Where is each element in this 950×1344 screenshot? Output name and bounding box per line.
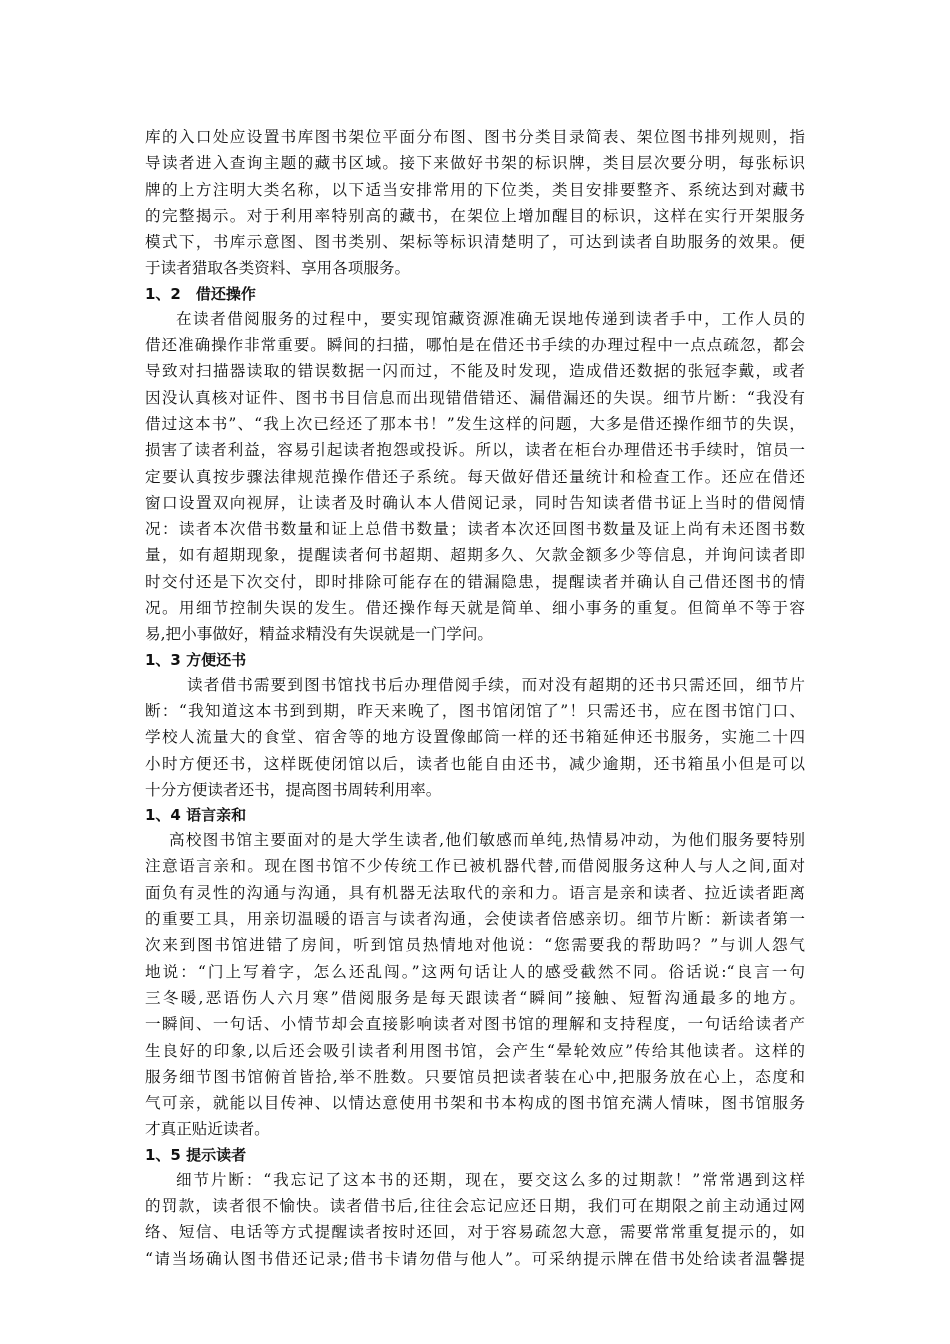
text-line: 的完整揭示。对于利用率特别高的藏书，在架位上增加醒目的标识，这样在实行开架服务	[145, 206, 805, 225]
text-line: 断：“我知道这本书到到期，昨天来晚了，图书馆闭馆了”！只需还书，应在图书馆门口、	[145, 701, 805, 720]
intro-paragraph	[145, 124, 805, 282]
text-line: 量，如有超期现象，提醒读者何书超期、超期多久、欠款金额多少等信息，并询问读者即	[145, 546, 805, 565]
text-line: 三冬暖,恶语伤人六月寒”借阅服务是每天跟读者“瞬间”接触、短暂沟通最多的地方。	[145, 988, 805, 1007]
text-line: 易,把小事做好，精益求精没有失误就是一门学问。	[145, 625, 494, 644]
text-line: 学校人流量大的食堂、宿舍等的地方设置像邮筒一样的还书箱延伸还书服务，实施二十四	[145, 728, 805, 747]
text-line: 导读者进入查询主题的藏书区域。接下来做好书架的标识牌，类目层次要分明，每张标识	[145, 154, 805, 173]
text-line: 损害了读者利益，容易引起读者抱怨或投诉。所以，读者在柜台办理借还书手续时，馆员一	[145, 441, 805, 460]
text-line: 因没认真核对证件、图书书目信息而出现错借错还、漏借漏还的失误。细节片断：“我没有	[145, 388, 805, 407]
text-line: 时交付还是下次交付，即时排除可能存在的错漏隐患，提醒读者并确认自己借还图书的情	[145, 572, 805, 591]
text-line: 次来到图书馆进错了房间，听到馆员热情地对他说：“您需要我的帮助吗？”与训人怨气	[145, 936, 805, 955]
section-convenient-return	[145, 648, 805, 803]
text-line: 才真正贴近读者。	[145, 1120, 270, 1139]
text-line: 定要认真按步骤法律规范操作借还子系统。每天做好借还量统计和检查工作。还应在借还	[145, 467, 805, 486]
text-line: 模式下，书库示意图、图书类别、架标等标识清楚明了，可达到读者自助服务的效果。便	[145, 233, 805, 252]
section-heading: 1、3 方便还书	[145, 650, 247, 669]
text-line: 注意语言亲和。现在图书馆不少传统工作已被机器代替,而借阅服务这种人与人之间,面对	[145, 857, 805, 876]
section-heading: 1、4 语言亲和	[145, 806, 247, 825]
text-line: 在读者借阅服务的过程中，要实现馆藏资源准确无误地传递到读者手中，工作人员的	[176, 309, 805, 328]
section-heading: 1、2 借还操作	[145, 284, 256, 303]
text-line: 服务细节图书馆俯首皆拾,举不胜数。只要馆员把读者装在心中,把服务放在心上，态度和	[145, 1067, 805, 1086]
text-line: 地说：“门上写着字，怎么还乱闯。”这两句话让人的感受截然不同。俗话说:“良言一句	[145, 962, 805, 981]
text-line: 一瞬间、一句话、小情节却会直接影响读者对图书馆的理解和支持程度，一句话给读者产	[145, 1015, 805, 1034]
text-line: 的重要工具，用亲切温暖的语言与读者沟通，会使读者倍感亲切。细节片断：新读者第一	[145, 910, 805, 929]
text-line: 借还准确操作非常重要。瞬间的扫描，哪怕是在借还书手续的办理过程中一点点疏忽，都会	[145, 336, 805, 355]
section-friendly-language	[145, 803, 805, 1143]
text-line: 细节片断：“我忘记了这本书的还期，现在，要交这么多的过期款！”常常遇到这样	[176, 1170, 805, 1189]
text-line: 高校图书馆主要面对的是大学生读者,他们敏感而单纯,热情易冲动，为他们服务要特别	[169, 831, 805, 850]
text-line: 况。用细节控制失误的发生。借还操作每天就是简单、细小事务的重复。但简单不等于容	[145, 599, 805, 618]
text-line: 库的入口处应设置书库图书架位平面分布图、图书分类目录简表、架位图书排列规则，指	[145, 128, 805, 146]
text-line: 小时方便还书，这样既使闭馆以后，读者也能自由还书，减少逾期，还书箱虽小但是可以	[145, 754, 805, 773]
text-line: “请当场确认图书借还记录;借书卡请勿借与他人”。可采纳提示牌在借书处给读者温馨提	[145, 1249, 805, 1268]
text-line: 况：读者本次借书数量和证上总借书数量；读者本次还回图书数量及证上尚有未还图书数	[145, 520, 805, 539]
text-line: 络、短信、电话等方式提醒读者按时还回，对于容易疏忽大意，需要常常重复提示的，如	[145, 1223, 805, 1242]
document-body	[145, 124, 805, 1272]
text-line: 窗口设置双向视屏，让读者及时确认本人借阅记录，同时告知读者借书证上当时的借阅情	[145, 493, 805, 512]
text-line: 读者借书需要到图书馆找书后办理借阅手续，而对没有超期的还书只需还回，细节片	[187, 675, 805, 694]
section-remind-readers	[145, 1143, 805, 1272]
section-heading: 1、5 提示读者	[145, 1145, 247, 1164]
text-line: 借过这本书”、“我上次已经还了那本书！”发生这样的问题，大多是借还操作细节的失误，	[145, 414, 805, 433]
text-line: 面负有灵性的沟通与沟通，具有机器无法取代的亲和力。语言是亲和读者、拉近读者距离	[145, 883, 805, 902]
text-line: 导致对扫描器读取的错误数据一闪而过，不能及时发现，造成借还数据的张冠李戴，或者	[145, 362, 805, 381]
text-line: 气可亲，就能以目传神、以情达意使用书架和书本构成的图书馆充满人情味，图书馆服务	[145, 1094, 805, 1113]
text-line: 十分方便读者还书，提高图书周转利用率。	[145, 780, 442, 799]
text-line: 牌的上方注明大类名称，以下适当安排常用的下位类，类目安排要整齐、系统达到对藏书	[145, 180, 805, 199]
text-line: 于读者猎取各类资料、享用各项服务。	[145, 259, 411, 278]
text-line: 的罚款，读者很不愉快。读者借书后,往往会忘记应还日期，我们可在期限之前主动通过网	[145, 1196, 805, 1215]
section-borrow-return	[145, 282, 805, 648]
text-line: 生良好的印象,以后还会吸引读者利用图书馆，会产生“晕轮效应”传给其他读者。这样的	[145, 1041, 805, 1060]
